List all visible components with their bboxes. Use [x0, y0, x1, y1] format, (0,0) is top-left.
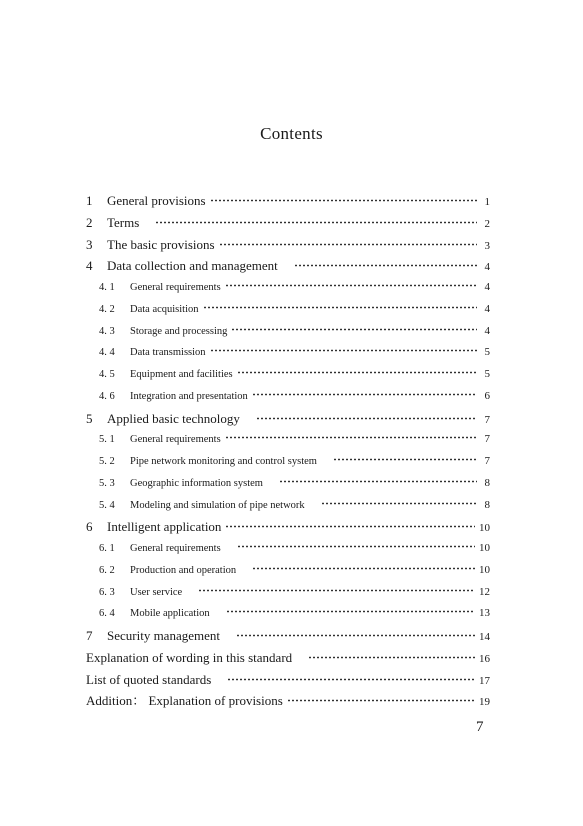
toc-entry-number: 5. 3 [99, 477, 115, 489]
toc-subsection-entry[interactable] [86, 321, 490, 343]
toc-entry-label: General requirements [130, 434, 221, 446]
toc-entry-label: The basic provisions [107, 236, 215, 252]
toc-entry-page: 10 [479, 563, 490, 576]
toc-entry-label: Pipe network monitoring and control system [130, 456, 317, 467]
dot-leader [252, 393, 477, 396]
toc-entry-number: 5. 2 [99, 456, 115, 467]
toc-section-entry[interactable] [86, 408, 490, 430]
toc-entry-label: General requirements [130, 282, 221, 293]
dot-leader [219, 243, 477, 246]
toc-entry-label: Data acquisition [130, 303, 199, 315]
toc-entry-page: 4 [484, 261, 490, 274]
toc-entry-page: 14 [479, 631, 490, 643]
page-title: Contents [260, 124, 323, 143]
toc-entry-label: Equipment and facilities [130, 369, 233, 380]
dot-leader [198, 589, 475, 592]
dot-leader [294, 264, 477, 267]
dot-leader [227, 678, 475, 681]
toc-entry-label: Data collection and management [107, 258, 278, 274]
toc-entry-number: 6. 3 [99, 586, 115, 598]
toc-subsection-entry[interactable] [86, 342, 490, 364]
dot-leader [225, 284, 477, 287]
toc-entry-label: Explanation of wording in this standard [86, 649, 293, 665]
toc-subsection-entry[interactable] [86, 451, 490, 473]
toc-section-entry[interactable] [86, 669, 490, 691]
table-of-contents [86, 190, 490, 712]
toc-entry-label: User service [130, 586, 183, 598]
toc-entry-label: Modeling and simulation of pipe network [130, 499, 305, 511]
page-number: 7 [476, 719, 484, 735]
toc-entry-page: 2 [484, 217, 490, 230]
toc-entry-page: 7 [484, 433, 490, 446]
toc-entry-label: Storage and processing [130, 325, 228, 337]
toc-entry-page: 1 [484, 196, 490, 208]
toc-entry-page: 10 [479, 522, 490, 535]
toc-entry-label: Integration and presentation [130, 390, 248, 402]
toc-entry-page: 7 [484, 455, 490, 467]
toc-entry-page: 4 [484, 281, 490, 293]
toc-subsection-entry[interactable] [86, 473, 490, 495]
toc-entry-label: Security management [107, 628, 220, 643]
dot-leader [237, 545, 475, 548]
dot-leader [252, 567, 475, 570]
toc-section-entry[interactable] [86, 516, 490, 538]
dot-leader [236, 634, 475, 637]
toc-entry-number: 4. 3 [99, 325, 115, 337]
toc-subsection-entry[interactable] [86, 429, 490, 451]
toc-entry-number: 5. 1 [99, 434, 115, 446]
dot-leader [237, 371, 477, 374]
toc-entry-label: Addition： Explanation of provisions [86, 693, 283, 709]
dot-leader [225, 525, 475, 528]
toc-section-entry[interactable] [86, 647, 490, 669]
dot-leader [225, 436, 477, 439]
toc-entry-label: Production and operation [130, 564, 237, 576]
toc-entry-number: 4. 2 [99, 303, 115, 315]
toc-entry-label: List of quoted standards [86, 671, 212, 687]
toc-entry-page: 3 [484, 239, 490, 252]
dot-leader [279, 480, 477, 483]
toc-entry-page: 5 [484, 346, 490, 359]
toc-entry-page: 12 [479, 585, 490, 598]
toc-entry-number: 6. 2 [99, 564, 115, 576]
dot-leader [256, 417, 477, 420]
toc-entry-page: 8 [484, 498, 490, 511]
toc-entry-label: Applied basic technology [107, 410, 240, 426]
toc-entry-page: 4 [484, 302, 490, 315]
toc-entry-number: 2 [86, 214, 93, 230]
dot-leader [333, 458, 477, 461]
toc-entry-page: 10 [479, 542, 490, 554]
toc-entry-number: 4 [86, 258, 93, 274]
toc-subsection-entry[interactable] [86, 277, 490, 299]
toc-entry-number: 6. 4 [99, 608, 115, 620]
dot-leader [287, 699, 475, 702]
toc-section-entry[interactable] [86, 690, 490, 712]
toc-entry-number: 4. 1 [99, 282, 115, 293]
toc-entry-label: Geographic information system [130, 477, 263, 489]
toc-entry-page: 19 [479, 696, 490, 709]
toc-entry-label: General provisions [107, 193, 206, 208]
toc-entry-number: 4. 5 [99, 369, 115, 380]
toc-entry-label: General requirements [130, 543, 221, 554]
toc-entry-page: 17 [479, 674, 490, 687]
toc-section-entry[interactable] [86, 190, 490, 212]
toc-entry-number: 6. 1 [99, 543, 115, 554]
toc-entry-label: Terms [107, 214, 140, 230]
toc-entry-page: 6 [484, 389, 490, 402]
toc-subsection-entry[interactable] [86, 495, 490, 517]
toc-section-entry[interactable] [86, 212, 490, 234]
toc-subsection-entry[interactable] [86, 364, 490, 386]
toc-entry-number: 5 [86, 410, 93, 426]
toc-subsection-entry[interactable] [86, 603, 490, 625]
dot-leader [226, 610, 475, 613]
toc-subsection-entry[interactable] [86, 582, 490, 604]
toc-entry-page: 4 [484, 324, 490, 337]
dot-leader [210, 199, 477, 202]
toc-subsection-entry[interactable] [86, 560, 490, 582]
toc-entry-number: 7 [86, 628, 93, 643]
toc-entry-page: 13 [479, 607, 490, 620]
toc-section-entry[interactable] [86, 625, 490, 647]
toc-subsection-entry[interactable] [86, 386, 490, 408]
toc-entry-number: 5. 4 [99, 499, 115, 511]
toc-entry-number: 6 [86, 519, 93, 535]
toc-entry-page: 8 [484, 476, 490, 489]
dot-leader [203, 306, 477, 309]
toc-entry-page: 16 [479, 652, 490, 665]
toc-entry-label: Mobile application [130, 608, 210, 620]
toc-entry-label: Data transmission [130, 347, 206, 359]
toc-entry-page: 5 [484, 368, 490, 380]
toc-entry-label: Intelligent application [107, 519, 222, 535]
dot-leader [321, 502, 477, 505]
toc-subsection-entry[interactable] [86, 299, 490, 321]
dot-leader [231, 328, 477, 331]
toc-entry-number: 1 [86, 193, 93, 208]
toc-section-entry[interactable] [86, 255, 490, 277]
toc-entry-number: 4. 4 [99, 347, 115, 359]
toc-entry-page: 7 [484, 413, 490, 426]
toc-entry-number: 4. 6 [99, 390, 115, 402]
dot-leader [308, 656, 475, 659]
dot-leader [210, 349, 477, 352]
toc-subsection-entry[interactable] [86, 538, 490, 560]
dot-leader [155, 221, 477, 224]
toc-section-entry[interactable] [86, 234, 490, 256]
toc-entry-number: 3 [86, 236, 93, 252]
